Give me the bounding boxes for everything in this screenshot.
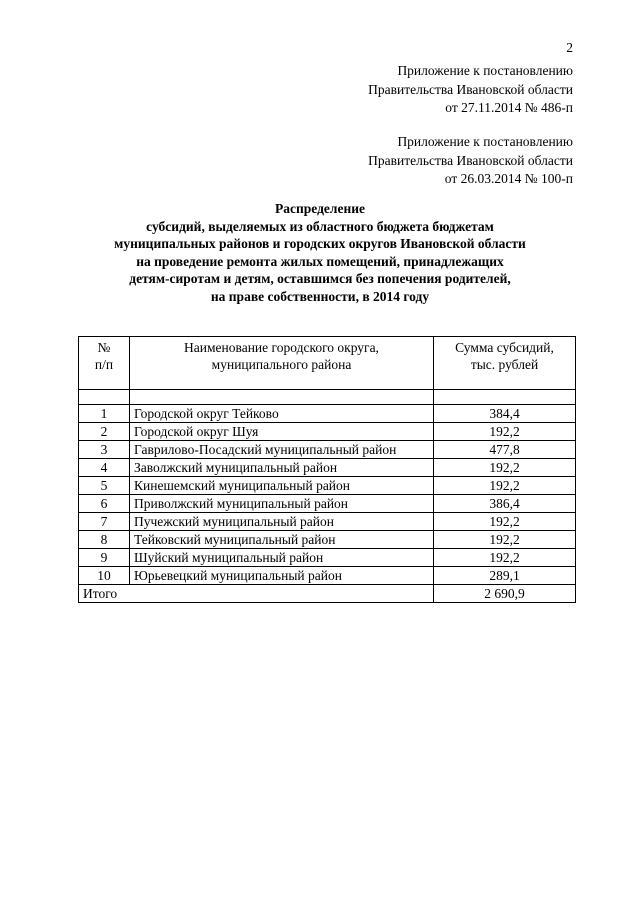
row-number: 3: [79, 441, 130, 459]
header-amount-line1: Сумма субсидий,: [455, 340, 554, 355]
annex-header-original: [368, 133, 573, 189]
row-number: 7: [79, 513, 130, 531]
title-line: субсидий, выделяемых из областного бюджета бюджетам: [146, 218, 494, 234]
row-amount: 192,2: [434, 423, 576, 441]
row-number: 5: [79, 477, 130, 495]
annex-line: Приложение к постановлению: [397, 134, 573, 149]
row-amount: 384,4: [434, 405, 576, 423]
table-row: [79, 477, 576, 495]
subsidies-table: [78, 336, 576, 603]
row-amount: 289,1: [434, 567, 576, 585]
title-line: муниципальных районов и городских округов Ивановской области: [114, 236, 526, 251]
row-number: 4: [79, 459, 130, 477]
header-number-line2: п/п: [94, 357, 114, 372]
row-amount: 192,2: [434, 531, 576, 549]
row-name: Пучежский муниципальный район: [130, 513, 434, 531]
row-number: 1: [79, 405, 130, 423]
spacer-cell: [79, 390, 130, 405]
row-number: 8: [79, 531, 130, 549]
row-amount: 477,8: [434, 441, 576, 459]
annex-line: Правительства Ивановской области: [368, 152, 573, 168]
row-amount: 192,2: [434, 549, 576, 567]
row-amount: 192,2: [434, 459, 576, 477]
row-name: Юрьевецкий муниципальный район: [130, 567, 434, 585]
table-row: [79, 495, 576, 513]
total-label: Итого: [79, 585, 434, 603]
annex-line: от 26.03.2014 № 100-п: [444, 171, 573, 186]
table-spacer-row: [79, 390, 576, 405]
table-row: [79, 405, 576, 423]
table-row: [79, 549, 576, 567]
header-amount-line2: тыс. рублей: [470, 357, 539, 372]
title-line: на праве собственности, в 2014 году: [210, 288, 430, 304]
title-line: детям-сиротам и детям, оставшимся без попечения родителей,: [129, 271, 511, 286]
table-header-row: [79, 337, 576, 390]
row-name: Гаврилово-Посадский муниципальный район: [130, 441, 434, 459]
row-amount: 386,4: [434, 495, 576, 513]
row-name: Шуйский муниципальный район: [130, 549, 434, 567]
row-amount: 192,2: [434, 513, 576, 531]
table-row: [79, 567, 576, 585]
row-name: Заволжский муниципальный район: [130, 459, 434, 477]
row-name: Городской округ Шуя: [130, 423, 434, 441]
annex-header-current: [368, 62, 573, 118]
table-row: [79, 459, 576, 477]
header-amount: [434, 337, 576, 390]
annex-line: Правительства Ивановской области: [368, 81, 573, 97]
title-line: на проведение ремонта жилых помещений, принадлежащих: [136, 253, 504, 269]
annex-line: от 27.11.2014 № 486-п: [445, 100, 573, 115]
table-total-row: [79, 585, 576, 603]
header-name-line1: Наименование городского округа,: [184, 340, 379, 355]
table-row: [79, 423, 576, 441]
row-number: 10: [79, 567, 130, 585]
table-row: [79, 531, 576, 549]
row-number: 6: [79, 495, 130, 513]
header-name: [130, 337, 434, 390]
page-number: 2: [566, 40, 573, 55]
row-name: Кинешемский муниципальный район: [130, 477, 434, 495]
header-name-line2: муниципального района: [211, 357, 352, 372]
row-name: Городской округ Тейково: [130, 405, 434, 423]
document-title: [60, 200, 580, 305]
row-name: Тейковский муниципальный район: [130, 531, 434, 549]
spacer-cell: [130, 390, 434, 405]
header-number-line1: №: [97, 340, 111, 355]
table-row: [79, 441, 576, 459]
row-amount: 192,2: [434, 477, 576, 495]
row-number: 2: [79, 423, 130, 441]
row-number: 9: [79, 549, 130, 567]
title-line: Распределение: [274, 201, 366, 216]
annex-line: Приложение к постановлению: [397, 63, 573, 78]
total-amount: 2 690,9: [434, 585, 576, 603]
header-number: [79, 337, 130, 390]
row-name: Приволжский муниципальный район: [130, 495, 434, 513]
spacer-cell: [434, 390, 576, 405]
table-row: [79, 513, 576, 531]
